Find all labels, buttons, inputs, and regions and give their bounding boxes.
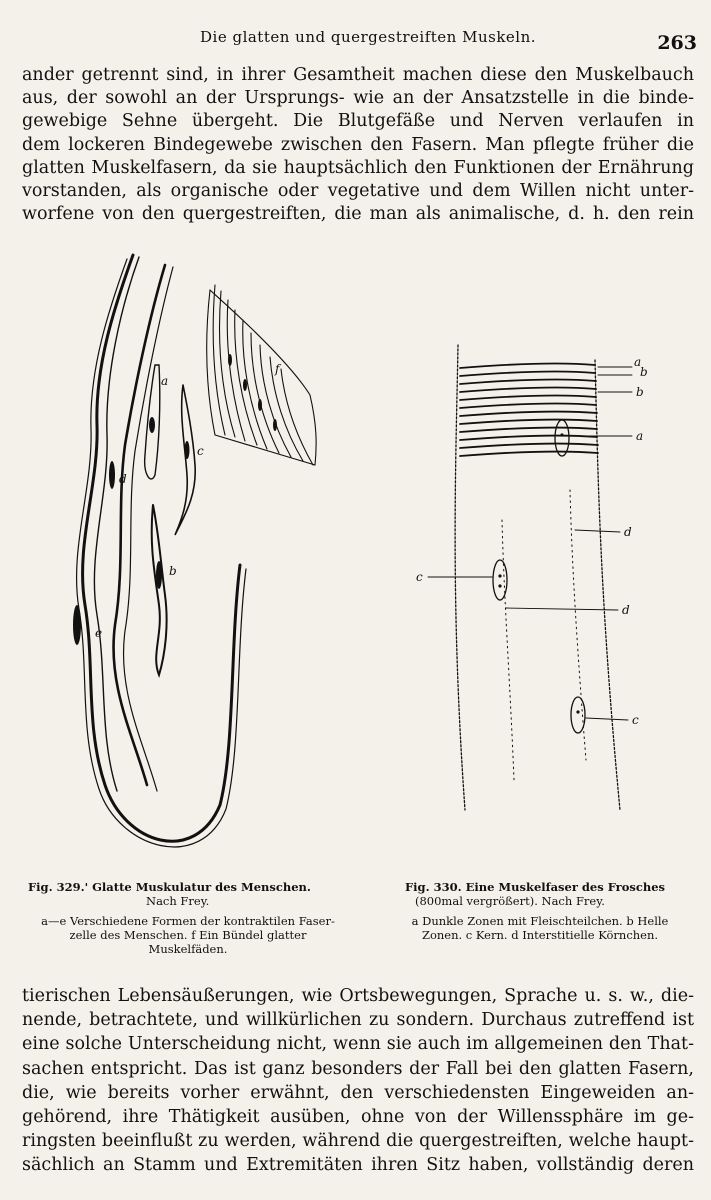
figure-330-caption (385, 880, 695, 942)
text-line: ringsten beeinflußt zu werden, während die quergestreiften, welche haupt- (22, 1131, 694, 1152)
label-c-left: c (416, 570, 423, 584)
page-number: 263 (657, 32, 697, 54)
label-a: a (161, 374, 169, 388)
figure-329-caption-line: a—e Verschiedene Formen der kontraktilen Faser- (41, 914, 335, 928)
text-line: aus, der sowohl an der Ursprungs- wie an der Ansatzstelle in die binde- (22, 88, 694, 109)
label-a-mid: a (636, 429, 644, 443)
label-e: e (95, 626, 103, 640)
label-b-mid: b (636, 385, 644, 399)
text-line: sachen entspricht. Das ist ganz besonders der Fall bei den glatten Fasern, (22, 1058, 694, 1079)
label-c-right: c (632, 713, 639, 727)
figure-329-caption-author: Nach Frey. (146, 894, 210, 908)
label-c: c (197, 444, 204, 458)
running-title: Die glatten und quergestreiften Muskeln. (200, 28, 537, 46)
top-paragraph (22, 64, 694, 226)
text-line: die, wie bereits vorher erwähnt, den verschiedensten Eingeweiden an- (22, 1082, 694, 1103)
bottom-paragraph (22, 984, 694, 1178)
label-b: b (169, 564, 177, 578)
label-d-lower: d (622, 603, 630, 617)
text-line: gewebige Sehne übergeht. Die Blutgefäße und Nerven verlaufen in (22, 111, 694, 132)
text-line: sächlich an Stamm und Extremitäten ihren Sitz haben, vollständig deren (22, 1155, 694, 1176)
text-line: eine solche Unterscheidung nicht, wenn sie auch im allgemeinen den That- (22, 1034, 694, 1055)
text-line: glatten Muskelfasern, da sie hauptsächlich den Funktionen der Ernährung (22, 157, 694, 178)
label-a-top: a (634, 355, 642, 369)
text-line: nende, betrachtete, und willkürlichen zu sondern. Durchaus zutreffend ist (22, 1010, 694, 1031)
figure-330-illustration (410, 340, 680, 840)
figure-330-caption-line: a Dunkle Zonen mit Fleischteilchen. b Helle (411, 914, 669, 928)
figure-329-caption-line: Muskelfäden. (148, 942, 228, 956)
text-line: worfene von den quergestreiften, die man als animalische, d. h. den rein (22, 204, 694, 225)
figure-329-illustration (55, 245, 345, 875)
text-line: vorstanden, als organische oder vegetative und dem Willen nicht unter- (22, 180, 694, 201)
figure-329-caption-title: Fig. 329.' Glatte Muskulatur des Menschen. (28, 880, 311, 894)
text-line: dem lockeren Bindegewebe zwischen den Fasern. Man pflegte früher die (22, 134, 694, 155)
figure-329-caption (28, 880, 348, 956)
label-b-top: b (640, 365, 648, 379)
label-f: f (275, 362, 280, 376)
figure-330-caption-line: Zonen. c Kern. d Interstitielle Körnchen. (421, 928, 659, 942)
figure-330-caption-title: Fig. 330. Eine Muskelfaser des Frosches (405, 880, 666, 894)
text-line: tierischen Lebensäußerungen, wie Ortsbewegungen, Sprache u. s. w., die- (22, 986, 694, 1006)
figure-329-caption-line: zelle des Menschen. f Ein Bündel glatter (69, 928, 307, 942)
figure-330-caption-sub: (800mal vergrößert). Nach Frey. (415, 894, 605, 908)
label-d: d (119, 472, 127, 486)
label-d-upper: d (624, 525, 632, 539)
page-header (0, 24, 711, 54)
text-line: gehörend, ihre Thätigkeit ausüben, ohne von der Willenssphäre im ge- (22, 1106, 694, 1127)
text-line: ander getrennt sind, in ihrer Gesamtheit machen diese den Muskelbauch (22, 65, 694, 85)
